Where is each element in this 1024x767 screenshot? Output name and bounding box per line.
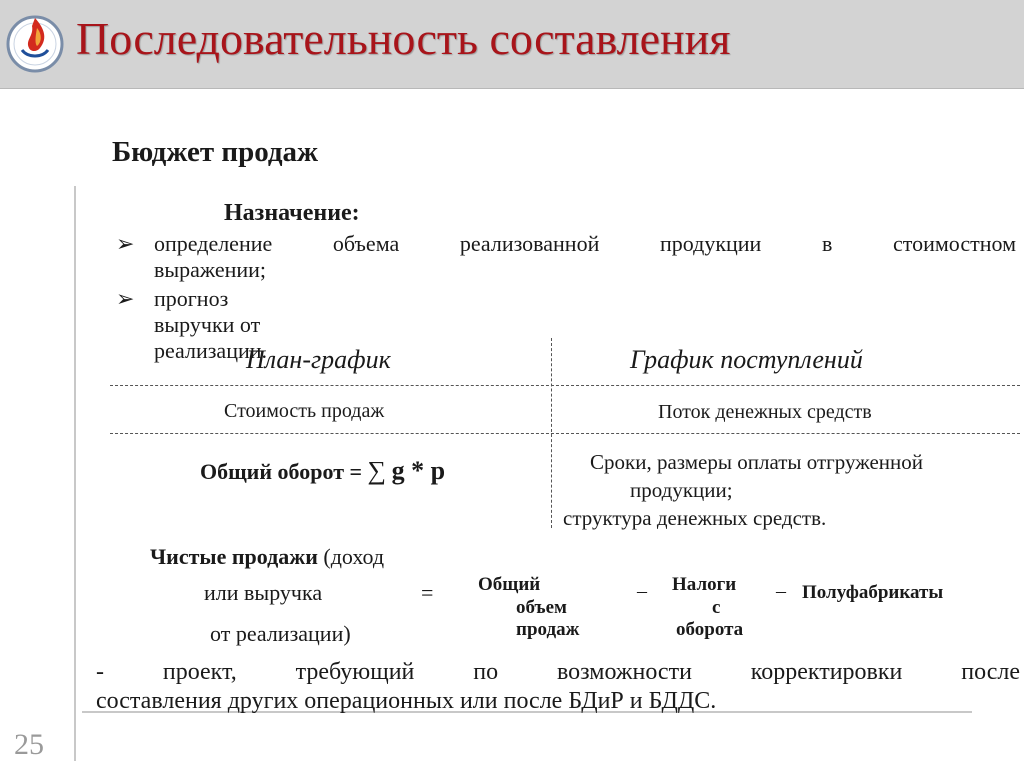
final-note-line: - проект, требующий по возможности корректировки после	[96, 659, 1020, 685]
net-sales-line: от реализации)	[210, 621, 351, 646]
table-divider	[110, 385, 1020, 386]
term-gross-volume: Общий	[478, 574, 541, 595]
term-turnover-tax: Налоги	[672, 574, 737, 595]
header-bar	[0, 0, 1024, 89]
payment-terms-line: структура денежных средств.	[563, 506, 827, 530]
arrow-bullet-icon: ➢	[116, 231, 135, 256]
formula-expression: g * p	[391, 456, 446, 485]
purpose-label: Назначение:	[224, 200, 360, 226]
term-turnover-tax: с	[712, 597, 721, 618]
net-sales-label	[150, 544, 384, 570]
slide-title: Последовательность составления	[76, 13, 731, 64]
net-sales-line: или выручка	[204, 580, 323, 605]
payment-terms-line: Сроки, размеры оплаты отгруженной	[590, 450, 923, 474]
net-sales-rest: (доход	[323, 544, 385, 569]
net-sales-bold: Чистые продажи	[150, 544, 318, 569]
minus-sign: –	[637, 580, 647, 602]
payment-terms-line: продукции;	[630, 478, 733, 502]
arrow-bullet-icon: ➢	[116, 286, 135, 311]
column-header-plan: План-график	[246, 345, 391, 374]
page-number: 25	[14, 728, 44, 761]
final-note	[96, 658, 1020, 716]
final-note-line: составления других операционных или после БДиР и БДДС.	[96, 688, 717, 714]
table-divider	[110, 433, 1020, 434]
cell-cash-flow: Поток денежных средств	[658, 401, 872, 423]
flame-logo-icon	[4, 6, 66, 78]
term-turnover-tax: оборота	[676, 619, 744, 640]
bullet-text-continued: выражении;	[154, 257, 267, 282]
column-header-receipts: График поступлений	[630, 345, 863, 374]
turnover-formula	[200, 456, 445, 486]
bullet-text: определение объема реализованной продукции в стоимостном	[154, 231, 1016, 256]
sigma-symbol: ∑	[367, 456, 387, 485]
cell-sales-cost: Стоимость продаж	[224, 400, 385, 422]
term-gross-volume: объем	[516, 597, 567, 618]
term-gross-volume: продаж	[516, 619, 580, 640]
section-heading: Бюджет продаж	[112, 136, 319, 168]
left-rule	[74, 186, 76, 761]
table-column-divider	[551, 338, 552, 528]
bullet-text: прогноз выручки от реализации.	[154, 286, 268, 363]
equals-sign: =	[421, 580, 434, 605]
minus-sign: –	[776, 580, 786, 602]
formula-label: Общий оборот =	[200, 459, 363, 484]
term-semi-finished: Полуфабрикаты	[802, 582, 944, 603]
